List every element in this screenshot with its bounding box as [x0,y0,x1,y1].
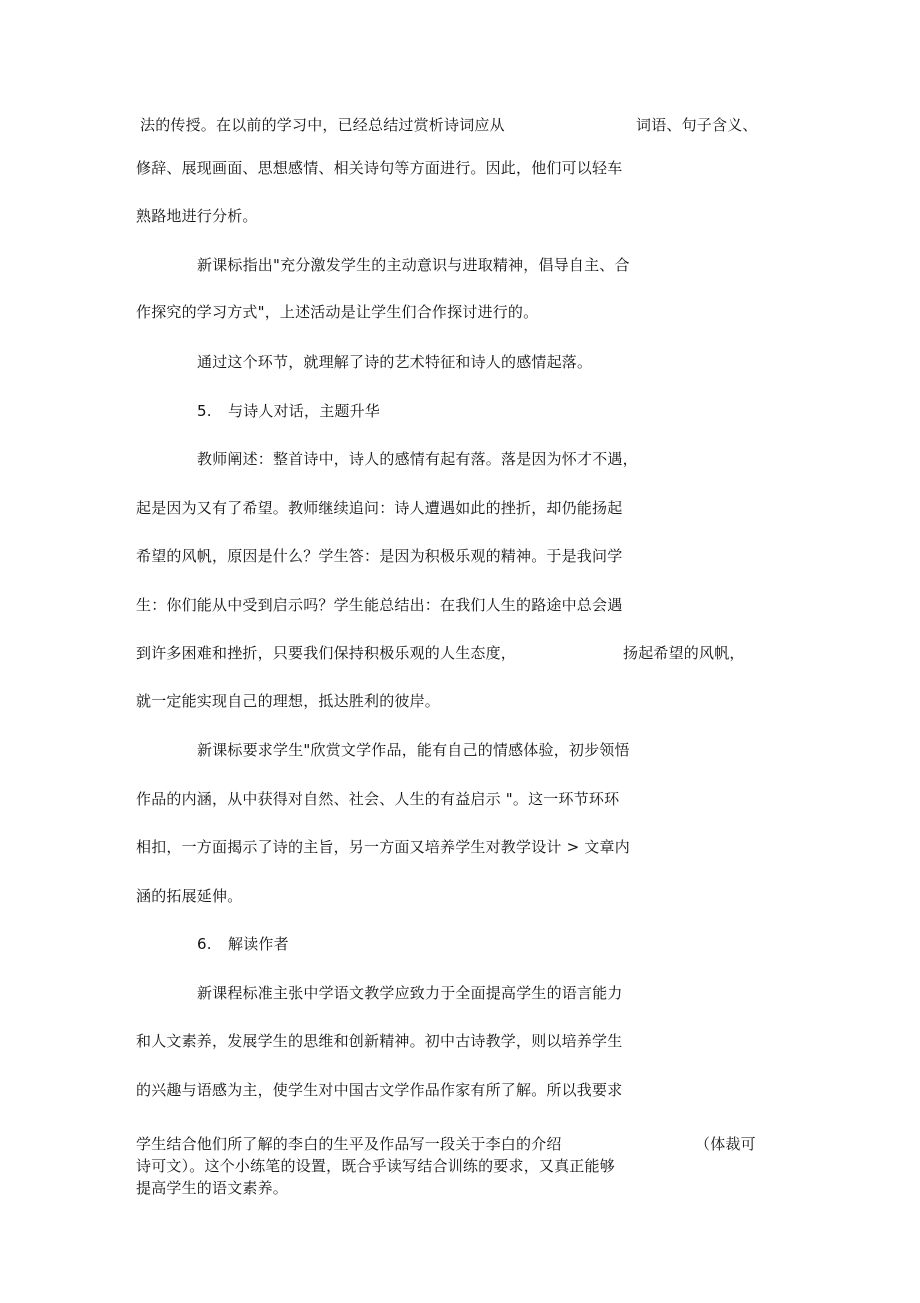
section-heading: 解读作者 [228,935,289,953]
text-line: 修辞、展现画面、思想感情、相关诗句等方面进行。因此，他们可以轻车 [136,159,623,177]
text-line: 诗可文）。这个小练笔的设置，既合乎读写结合训练的要求，又真正能够 [136,1157,615,1175]
text-line: 扬起希望的风帆， [623,644,745,662]
text-line: 新课标要求学生"欣赏文学作品，能有自己的情感体验，初步领悟 [197,741,630,759]
text-line: 到许多困难和挫折，只要我们保持积极乐观的人生态度， [136,644,517,662]
text-line: 的兴趣与语感为主，使学生对中国古文学作品作家有所了解。所以我要求 [136,1081,623,1099]
text-line: 作品的内涵，从中获得对自然、社会、人生的有益启示 "。这一环节环环 [136,790,620,808]
text-line: 熟路地进行分析。 [136,207,258,225]
text-line: 新课标指出"充分激发学生的主动意识与进取精神，倡导自主、合 [197,256,630,274]
text-line: 作探究的学习方式"，上述活动是让学生们合作探讨进行的。 [136,303,539,321]
section-heading-number: 6. [197,935,212,953]
text-line: 通过这个环节，就理解了诗的艺术特征和诗人的感情起落。 [197,353,593,371]
text-line: 生：你们能从中受到启示吗？学生能总结出：在我们人生的路途中总会遇 [136,596,623,614]
section-heading-number: 5. [197,402,212,420]
text-line: 起是因为又有了希望。教师继续追问：诗人遭遇如此的挫折，却仍能扬起 [136,499,623,517]
text-line: 和人文素养，发展学生的思维和创新精神。初中古诗教学，则以培养学生 [136,1032,623,1050]
text-line: 词语、句子含义、 [636,116,758,134]
text-line: 新课程标准主张中学语文教学应致力于全面提高学生的语言能力 [197,984,623,1002]
text-line: 相扣，一方面揭示了诗的主旨，另一方面又培养学生对教学设计 > 文章内 [136,838,630,856]
text-line: 涵的拓展延伸。 [136,887,243,905]
text-line: 提高学生的语文素养。 [136,1179,289,1197]
text-line: 就一定能实现自己的理想，抵达胜利的彼岸。 [136,692,441,710]
text-line: 教师阐述：整首诗中，诗人的感情有起有落。落是因为怀才不遇， [197,450,638,468]
text-line: 学生结合他们所了解的李白的生平及作品写一段关于李白的介绍 [136,1135,562,1153]
text-line: （体裁可 [695,1135,756,1153]
text-line: 法的传授。在以前的学习中，已经总结过赏析诗词应从 [140,116,505,134]
text-line: 希望的风帆，原因是什么？学生答：是因为积极乐观的精神。于是我问学 [136,547,623,565]
section-heading: 与诗人对话，主题升华 [228,402,381,420]
